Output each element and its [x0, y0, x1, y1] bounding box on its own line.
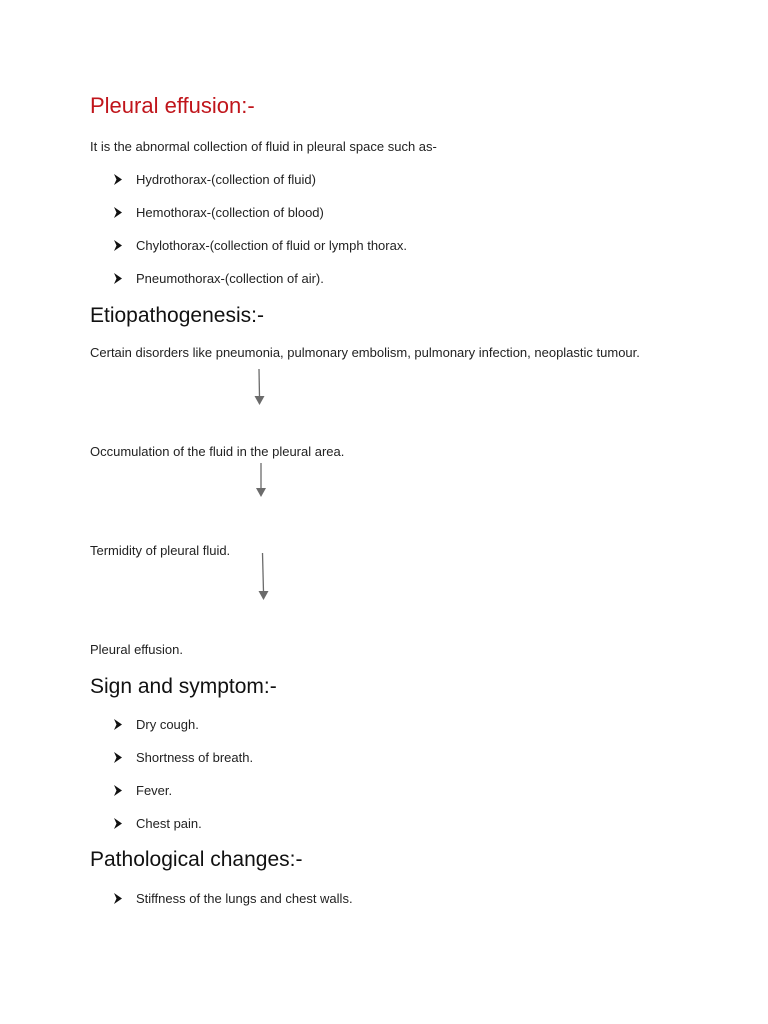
pathological-heading: Pathological changes:- — [90, 848, 303, 871]
page-title: Pleural effusion:- — [90, 93, 255, 118]
arrowhead-bullet-icon — [113, 715, 123, 733]
flow-step: Pleural effusion. — [90, 642, 183, 657]
list-item-label: Fever. — [136, 782, 173, 798]
list-item — [113, 781, 172, 799]
list-item-label: Hemothorax-(collection of blood) — [136, 204, 324, 220]
list-item-label: Pneumothorax-(collection of air). — [136, 270, 324, 286]
etiopathogenesis-heading: Etiopathogenesis:- — [90, 304, 264, 327]
arrowhead-bullet-icon — [113, 170, 123, 188]
down-arrow-icon — [254, 462, 268, 500]
list-item — [113, 203, 324, 221]
down-arrow-icon — [252, 368, 266, 408]
flow-step: Certain disorders like pneumonia, pulmonary embolism, pulmonary infection, neoplastic tumour. — [90, 345, 640, 360]
list-item-label: Shortness of breath. — [136, 749, 254, 765]
list-item-label: Chest pain. — [136, 815, 202, 831]
arrowhead-bullet-icon — [113, 269, 123, 287]
arrowhead-bullet-icon — [113, 781, 123, 799]
list-item — [113, 748, 253, 766]
list-item — [113, 814, 202, 832]
flow-step: Occumulation of the fluid in the pleural area. — [90, 444, 345, 459]
arrowhead-bullet-icon — [113, 889, 123, 907]
list-item-label: Chylothorax-(collection of fluid or lymph thorax. — [136, 237, 407, 253]
arrowhead-bullet-icon — [113, 814, 123, 832]
list-item-label: Hydrothorax-(collection of fluid) — [136, 171, 316, 187]
list-item — [113, 889, 353, 907]
list-item — [113, 269, 324, 287]
list-item — [113, 236, 407, 254]
arrowhead-bullet-icon — [113, 236, 123, 254]
flow-step: Termidity of pleural fluid. — [90, 543, 231, 558]
signs-heading: Sign and symptom:- — [90, 675, 277, 698]
list-item-label: Stiffness of the lungs and chest walls. — [136, 890, 353, 906]
down-arrow-icon — [256, 552, 270, 604]
arrowhead-bullet-icon — [113, 203, 123, 221]
arrowhead-bullet-icon — [113, 748, 123, 766]
list-item-label: Dry cough. — [136, 716, 199, 732]
list-item — [113, 715, 199, 733]
intro-text: It is the abnormal collection of fluid in pleural space such as- — [90, 139, 437, 154]
list-item — [113, 170, 316, 188]
